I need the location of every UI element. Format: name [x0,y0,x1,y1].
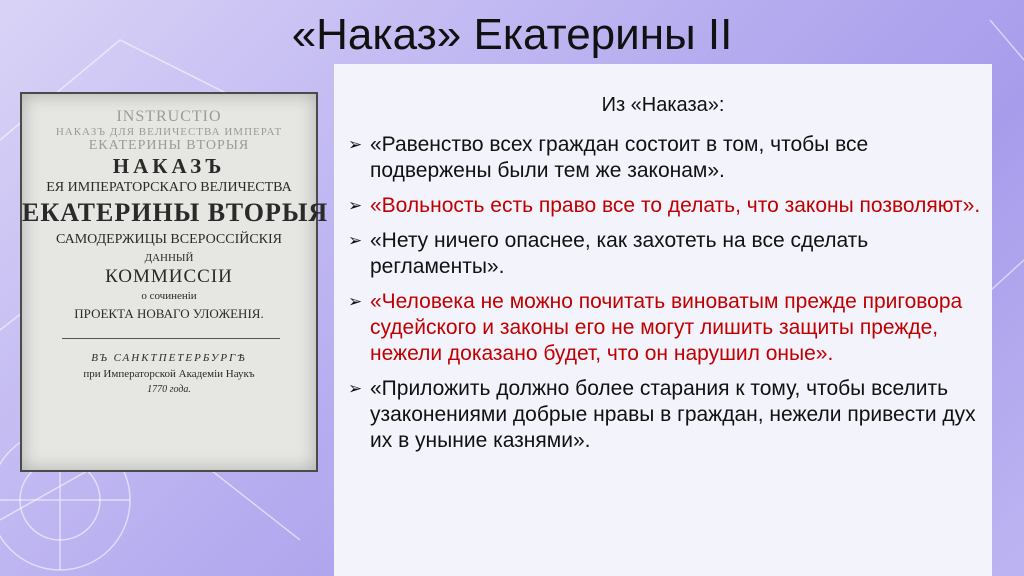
quote-text: «Человека не можно почитать виноватым прежде приговора судейского и законы его не могут лишить защиты прежде, нежели доказано будет, что он нарушил оные». [370,290,963,365]
scan-line-2: ЕЯ ИМПЕРАТОРСКАГО ВЕЛИЧЕСТВА [46,180,292,195]
quote-item [346,132,986,184]
quote-text: «Нету ничего опаснее, как захотеть на все сделать регламенты». [370,229,869,278]
quote-item [346,289,986,367]
scan-line-8: ПРОЕКТА НОВАГО УЛОЖЕНІЯ. [74,306,264,321]
scan-line-7: о сочиненіи [141,290,197,302]
bullet-arrow-icon: ➢ [348,292,363,311]
scan-line-4: САМОДЕРЖИЦЫ ВСЕРОССІЙСКІЯ [55,232,283,247]
scan-divider [62,338,280,339]
bullet-arrow-icon: ➢ [348,379,363,398]
bullet-arrow-icon: ➢ [348,231,363,250]
scan-ghost-line-1: INSTRUCTIO [116,108,222,125]
quote-item [346,376,986,454]
scan-line-1: НАКАЗЪ [112,154,226,178]
bullet-arrow-icon: ➢ [348,196,363,215]
scan-line-11: 1770 года. [147,384,191,395]
quote-text: «Равенство всех граждан состоит в том, чтобы все подвержены были тем же законам». [370,133,869,182]
quote-item [346,193,986,219]
quotes-subheading: Из «Наказа»: [601,94,725,116]
scan-ghost-line-2: НАКАЗЪ ДЛЯ ВЕЛИЧЕСТВА ИМПЕРАТ [55,126,283,138]
scan-line-6: КОММИССІИ [105,266,233,287]
scan-line-5: ДАННЫЙ [144,252,194,264]
bullet-arrow-icon: ➢ [348,135,363,154]
scan-ghost-line-3: ЕКАТЕРИНЫ ВТОРЫЯ [88,138,250,153]
quotes-list [346,132,986,463]
slide-title: «Наказ» Екатерины II [291,10,733,59]
scan-line-9: ВЪ САНКТПЕТЕРБУРГѢ [91,352,247,364]
quote-text: «Приложить должно более старания к тому, чтобы вселить узаконениями добрые нравы в граждан, нежели привести дух их в уныние казнями». [370,377,976,452]
document-scan-image [20,92,329,472]
quote-text: «Вольность есть право все то делать, что законы позволяют». [370,194,981,217]
scan-line-10: при Императорской Академіи Наукъ [83,368,255,380]
quotes-panel [334,64,992,576]
scan-line-3: ЕКАТЕРИНЫ ВТОРЫЯ [22,198,329,227]
quote-item [346,228,986,280]
